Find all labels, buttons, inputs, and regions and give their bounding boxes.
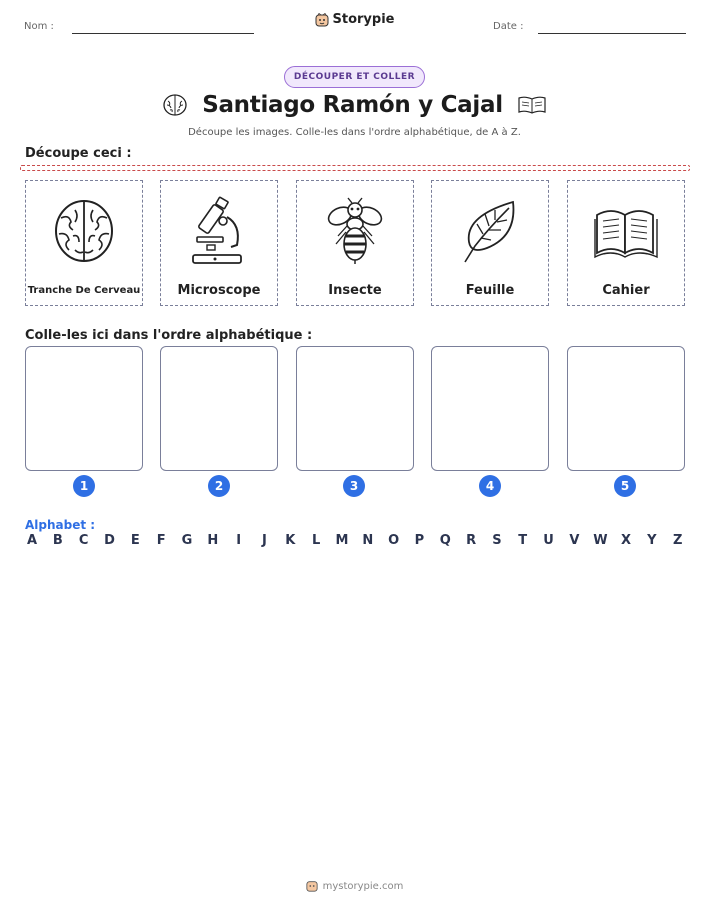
- letter: I: [236, 533, 242, 548]
- cut-card-leaf[interactable]: [431, 180, 549, 306]
- letter: F: [156, 533, 166, 548]
- letter: K: [285, 533, 296, 548]
- number-badge-1: 1: [73, 475, 95, 497]
- alphabet-title: Alphabet :: [25, 518, 96, 532]
- letter: B: [52, 533, 63, 548]
- footer-url[interactable]: mystorypie.com: [322, 880, 404, 892]
- letter: J: [262, 533, 267, 548]
- name-line[interactable]: [72, 33, 254, 34]
- open-book-icon: [591, 201, 661, 261]
- date-label: Date :: [493, 21, 524, 32]
- letter: O: [388, 533, 400, 548]
- letter: N: [362, 533, 374, 548]
- letter: P: [414, 533, 425, 548]
- cut-card-microscope[interactable]: [160, 180, 278, 306]
- paste-box-5[interactable]: [567, 346, 685, 471]
- letter: D: [104, 533, 115, 548]
- paste-box-4[interactable]: [431, 346, 549, 471]
- card-label: Feuille: [465, 283, 515, 298]
- letter: Z: [672, 533, 683, 548]
- letter: U: [543, 533, 554, 548]
- card-label: Microscope: [177, 283, 261, 298]
- cut-card-notebook[interactable]: [567, 180, 685, 306]
- brain-icon: [162, 92, 188, 118]
- leaf-icon: [457, 196, 523, 266]
- bee-icon: [322, 196, 388, 266]
- letter: Q: [439, 533, 451, 548]
- letter: E: [130, 533, 140, 548]
- number-badge-2: 2: [208, 475, 230, 497]
- cut-card-insect[interactable]: [296, 180, 414, 306]
- letter: C: [78, 533, 89, 548]
- number-badge-5: 5: [614, 475, 636, 497]
- activity-badge: DÉCOUPER ET COLLER: [284, 66, 425, 88]
- cut-line: [20, 165, 690, 171]
- letter: W: [593, 533, 608, 548]
- microscope-icon: [187, 195, 251, 267]
- paste-box-1[interactable]: [25, 346, 143, 471]
- letter: S: [492, 533, 502, 548]
- card-label: Tranche De Cerveau: [27, 285, 141, 296]
- cut-card-brain-slice[interactable]: [25, 180, 143, 306]
- letter: A: [26, 533, 38, 548]
- brand-logo: [0, 12, 709, 27]
- instructions: Découpe les images. Colle-les dans l'ordre alphabétique, de A à Z.: [188, 127, 521, 138]
- date-line[interactable]: [538, 33, 686, 34]
- card-label: Cahier: [602, 283, 650, 298]
- alphabet-row: [25, 533, 685, 548]
- letter: X: [621, 533, 632, 548]
- title-row: [0, 92, 709, 118]
- letter: Y: [647, 533, 657, 548]
- letter: L: [311, 533, 321, 548]
- storypie-mascot-icon: [306, 880, 318, 892]
- number-badge-4: 4: [479, 475, 501, 497]
- page-title: Santiago Ramón y Cajal: [202, 92, 503, 118]
- card-label: Insecte: [328, 283, 382, 298]
- paste-box-3[interactable]: [296, 346, 414, 471]
- letter: G: [181, 533, 193, 548]
- letter: T: [518, 533, 528, 548]
- letter: R: [466, 533, 477, 548]
- book-icon: [517, 94, 547, 116]
- number-badge-3: 3: [343, 475, 365, 497]
- name-label: Nom :: [24, 21, 54, 32]
- paste-section-title: Colle-les ici dans l'ordre alphabétique :: [25, 328, 313, 343]
- letter: V: [569, 533, 580, 548]
- brand-name: Storypie: [332, 12, 395, 27]
- letter: H: [207, 533, 219, 548]
- footer: [0, 880, 709, 892]
- brain-slice-icon: [49, 196, 119, 266]
- paste-box-2[interactable]: [160, 346, 278, 471]
- cut-section-title: Découpe ceci :: [25, 146, 132, 161]
- letter: M: [335, 533, 349, 548]
- storypie-mascot-icon: [315, 13, 329, 27]
